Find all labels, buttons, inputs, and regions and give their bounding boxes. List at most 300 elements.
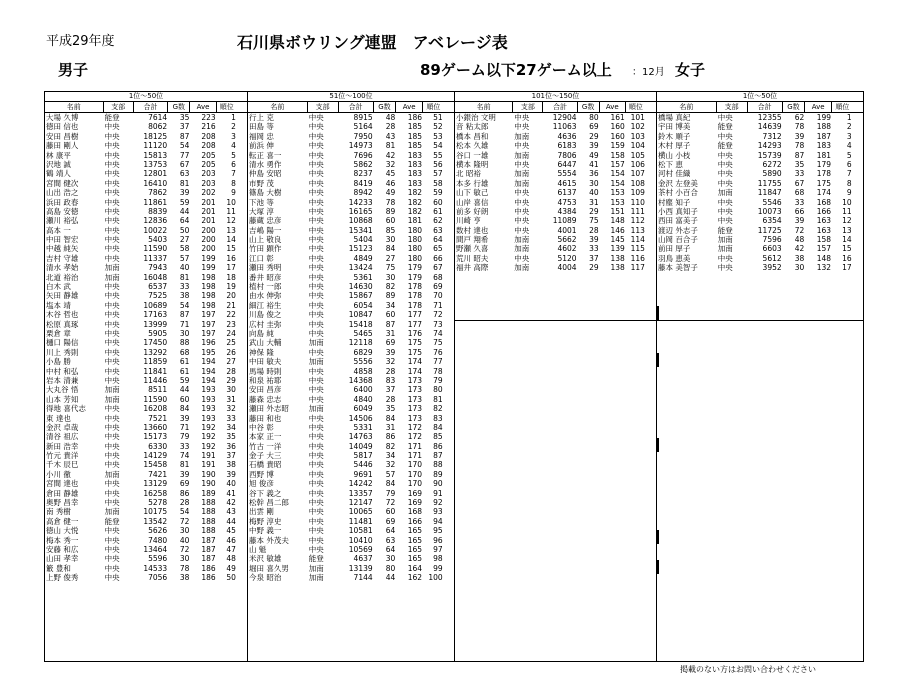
player-name: 藤蔵 忠彦	[249, 216, 282, 226]
player-name: 樋口 陽信	[46, 338, 79, 348]
average: 182	[407, 188, 423, 198]
total: 6054	[353, 300, 373, 310]
player-name: 広村 圭弥	[249, 319, 282, 329]
average: 187	[201, 544, 216, 554]
table-row	[45, 564, 247, 573]
player-name: 馬場 時則	[249, 366, 282, 376]
rank: 14	[842, 235, 852, 245]
margin-mark	[657, 560, 659, 574]
total: 14049	[348, 441, 373, 451]
table-row	[455, 122, 656, 131]
table-row	[45, 179, 247, 188]
column-header-average: Ave	[805, 102, 832, 112]
average: 198	[201, 282, 216, 292]
table-row	[248, 479, 454, 488]
games: 39	[589, 235, 599, 245]
branch: 中央	[308, 113, 324, 122]
table-row	[455, 235, 656, 244]
table-row	[45, 188, 247, 197]
player-name: 松原 真琢	[46, 319, 79, 329]
branch: 中央	[308, 498, 324, 508]
games: 81	[179, 178, 190, 188]
table-row	[248, 216, 454, 225]
games: 43	[385, 131, 396, 141]
total: 8839	[148, 206, 168, 216]
branch: 中央	[104, 178, 120, 188]
table-row	[455, 226, 656, 235]
rank: 98	[433, 554, 443, 564]
total: 10847	[348, 310, 373, 320]
column-header-total: 合計	[748, 102, 783, 112]
table-row	[45, 367, 247, 376]
rank: 13	[226, 225, 236, 235]
rank: 116	[630, 253, 645, 263]
average: 192	[201, 432, 216, 442]
average: 178	[816, 169, 832, 179]
player-name: 向島 純	[249, 328, 274, 338]
total: 14242	[348, 479, 373, 489]
total: 13424	[348, 263, 373, 273]
rank: 101	[630, 113, 645, 122]
table-row	[248, 348, 454, 357]
branch: 中央	[308, 188, 324, 198]
column-header-row	[248, 102, 454, 113]
games: 72	[385, 498, 396, 508]
games: 72	[179, 544, 190, 554]
games: 82	[385, 441, 396, 451]
player-name: 羽鳥 恵美	[658, 253, 691, 263]
column-header-games: G数	[374, 102, 397, 112]
table-row	[248, 573, 454, 582]
total: 6354	[762, 216, 782, 226]
games: 27	[179, 235, 190, 245]
games: 67	[794, 178, 805, 188]
games: 37	[179, 122, 190, 132]
average: 203	[201, 169, 216, 179]
total: 5612	[762, 253, 782, 263]
branch: 中央	[308, 366, 324, 376]
total: 11063	[552, 122, 577, 132]
branch: 能登	[717, 122, 733, 132]
total: 7525	[148, 291, 168, 301]
games: 33	[794, 197, 805, 207]
games: 78	[794, 122, 805, 132]
games: 38	[179, 291, 190, 301]
table-row	[455, 141, 656, 150]
branch: 中央	[308, 479, 324, 489]
games: 39	[179, 413, 190, 423]
rank: 64	[433, 235, 443, 245]
table-row	[657, 263, 863, 272]
average: 168	[407, 507, 423, 517]
column-header-branch: 支部	[717, 102, 748, 112]
average: 171	[407, 451, 423, 461]
rank: 103	[630, 131, 645, 141]
total: 5626	[148, 526, 168, 536]
average: 189	[201, 488, 216, 498]
total: 4840	[353, 394, 373, 404]
games: 59	[179, 375, 190, 385]
average: 194	[201, 357, 216, 367]
table-row	[248, 536, 454, 545]
games: 33	[179, 282, 190, 292]
rank: 11	[226, 206, 236, 216]
branch: 加南	[308, 404, 324, 414]
player-name: 神保 隆	[249, 347, 274, 357]
rank: 58	[433, 178, 443, 188]
rank: 59	[433, 188, 443, 198]
games: 37	[385, 385, 396, 395]
average: 158	[816, 235, 832, 245]
player-name: 上野 俊秀	[46, 573, 79, 583]
games: 31	[385, 328, 396, 338]
average: 178	[407, 300, 423, 310]
total: 5817	[353, 451, 373, 461]
average: 197	[201, 310, 216, 320]
average: 191	[201, 460, 216, 470]
player-name: 山岸 喜信	[456, 197, 489, 207]
average: 192	[201, 441, 216, 451]
total: 5546	[762, 197, 782, 207]
rank: 22	[226, 310, 236, 320]
games: 87	[179, 310, 190, 320]
rank: 80	[433, 385, 443, 395]
total: 5556	[353, 357, 373, 367]
table-row	[45, 517, 247, 526]
player-name: 高倉 健一	[46, 516, 79, 526]
games: 30	[179, 526, 190, 536]
player-name: 堀田 喜久男	[249, 563, 289, 573]
total: 13753	[143, 159, 168, 169]
average: 190	[201, 469, 216, 479]
branch: 中央	[308, 432, 324, 442]
games: 60	[385, 507, 396, 517]
average: 199	[816, 113, 832, 122]
games: 48	[794, 235, 805, 245]
games: 28	[179, 498, 190, 508]
column-header-player-name: 名前	[455, 102, 513, 112]
table-row	[657, 216, 863, 225]
branch: 能登	[717, 225, 733, 235]
branch: 中央	[308, 235, 324, 245]
games: 86	[385, 432, 396, 442]
average: 164	[407, 563, 423, 573]
table-row	[248, 282, 454, 291]
rank: 24	[226, 328, 236, 338]
average: 199	[201, 253, 216, 263]
games: 32	[385, 460, 396, 470]
games: 83	[385, 375, 396, 385]
games: 63	[179, 169, 190, 179]
table-row	[45, 263, 247, 272]
rank: 87	[433, 451, 443, 461]
player-name: 矢田 静雄	[46, 291, 79, 301]
average: 193	[201, 385, 216, 395]
table-row	[248, 564, 454, 573]
table-row	[657, 226, 863, 235]
total: 16410	[143, 178, 168, 188]
average: 160	[610, 122, 625, 132]
column-header-rank: 順位	[628, 103, 643, 111]
branch: 中央	[104, 526, 120, 536]
player-name: 安田 昌彦	[249, 385, 282, 395]
branch: 中央	[104, 244, 120, 254]
total: 13542	[143, 516, 168, 526]
branch: 中央	[308, 159, 324, 169]
rank: 8	[231, 178, 236, 188]
branch: 中央	[308, 291, 324, 301]
average: 200	[201, 244, 216, 254]
player-name: 白木 武	[46, 282, 71, 292]
rank: 28	[226, 366, 236, 376]
player-name: 中田 智宏	[46, 235, 79, 245]
total: 10689	[143, 300, 168, 310]
games: 44	[385, 573, 396, 583]
rank: 33	[226, 413, 236, 423]
games: 42	[385, 150, 396, 160]
branch: 中央	[717, 113, 733, 122]
rank: 54	[433, 141, 443, 151]
player-name: 竹古 一洋	[249, 441, 282, 451]
branch: 中央	[717, 159, 733, 169]
table-row	[45, 310, 247, 319]
table-row	[248, 160, 454, 169]
average: 180	[407, 253, 423, 263]
rank: 112	[630, 216, 645, 226]
average: 173	[407, 385, 423, 395]
branch: 中央	[308, 253, 324, 263]
table-row	[657, 141, 863, 150]
average: 159	[610, 141, 625, 151]
average: 188	[816, 122, 832, 132]
player-name: 千木 辰巳	[46, 460, 79, 470]
rank: 20	[226, 291, 236, 301]
total: 10022	[143, 225, 168, 235]
average: 208	[201, 131, 216, 141]
branch: 中央	[717, 216, 733, 226]
branch: 中央	[514, 216, 530, 226]
rank: 30	[226, 385, 236, 395]
average: 178	[407, 282, 423, 292]
player-name: 西田 富美子	[658, 216, 698, 226]
average: 179	[407, 263, 423, 273]
rank: 15	[842, 244, 852, 254]
rank: 12	[226, 216, 236, 226]
table-row	[455, 198, 656, 207]
games: 39	[385, 347, 396, 357]
games: 74	[179, 451, 190, 461]
branch: 中央	[104, 150, 120, 160]
games: 82	[385, 282, 396, 292]
player-name: 竹田 顕作	[249, 244, 282, 254]
table-row	[657, 160, 863, 169]
average: 172	[407, 432, 423, 442]
rank: 93	[433, 507, 443, 517]
total: 15813	[143, 150, 168, 160]
player-name: 北道 裕治	[46, 272, 79, 282]
rank: 95	[433, 526, 443, 536]
average: 183	[407, 169, 423, 179]
table-row	[657, 151, 863, 160]
total: 14763	[348, 432, 373, 442]
total: 14639	[757, 122, 782, 132]
total: 3952	[762, 263, 782, 273]
branch: 中央	[717, 178, 733, 188]
branch: 中央	[308, 141, 324, 151]
table-row	[657, 113, 863, 122]
total: 12118	[348, 338, 373, 348]
table-row	[45, 132, 247, 141]
rank: 34	[226, 422, 236, 432]
branch: 中央	[717, 197, 733, 207]
total: 6183	[557, 141, 577, 151]
games: 32	[385, 159, 396, 169]
player-name: 瀬田 秀明	[249, 263, 282, 273]
rank: 51	[433, 113, 443, 122]
total: 10868	[348, 216, 373, 226]
total: 16048	[143, 272, 168, 282]
games: 67	[179, 159, 190, 169]
games: 33	[589, 244, 599, 254]
table-row	[45, 432, 247, 441]
rank: 50	[226, 573, 236, 583]
table-row	[45, 282, 247, 291]
player-name: 塩本 靖	[46, 300, 71, 310]
table-row	[45, 526, 247, 535]
table-row	[248, 451, 454, 460]
games: 63	[385, 535, 396, 545]
average: 153	[610, 197, 625, 207]
total: 5404	[353, 235, 373, 245]
games: 64	[385, 544, 396, 554]
table-row	[45, 385, 247, 394]
player-name: 出雲 剛	[249, 507, 274, 517]
average: 205	[201, 159, 216, 169]
games: 28	[589, 225, 599, 235]
average: 132	[816, 263, 832, 273]
table-row	[45, 141, 247, 150]
player-name: 福井 高際	[456, 263, 489, 273]
player-name: 山下 敏己	[456, 188, 489, 198]
total: 7144	[353, 573, 373, 583]
total: 12355	[757, 113, 782, 122]
branch: 加南	[308, 357, 324, 367]
average: 173	[407, 375, 423, 385]
games: 49	[589, 150, 599, 160]
branch: 中央	[308, 169, 324, 179]
total: 7943	[148, 263, 168, 273]
column-header-branch: 支部	[308, 102, 339, 112]
branch: 加南	[104, 385, 120, 395]
player-name: 前浜 伸	[249, 141, 274, 151]
games: 81	[179, 272, 190, 282]
total: 14368	[348, 375, 373, 385]
column-header-player-name: 名前	[45, 102, 104, 112]
average: 185	[407, 141, 423, 151]
branch: 加南	[104, 263, 120, 273]
average: 185	[407, 122, 423, 132]
average: 195	[201, 347, 216, 357]
table-row	[45, 573, 247, 582]
average: 154	[610, 169, 625, 179]
table-row	[248, 498, 454, 507]
rank: 106	[630, 159, 645, 169]
table-row	[248, 545, 454, 554]
column-header-games: G数	[578, 102, 600, 112]
player-name: 大丸谷 悟	[46, 385, 79, 395]
player-name: 浜田 政春	[46, 197, 79, 207]
rank: 9	[231, 188, 236, 198]
branch: 加南	[104, 394, 120, 404]
table-row	[45, 404, 247, 413]
page-title: 石川県ボウリング連盟 アベレージ表	[237, 33, 508, 52]
table-row	[45, 207, 247, 216]
table-row	[455, 207, 656, 216]
total: 6137	[557, 188, 577, 198]
rank: 76	[433, 347, 443, 357]
games: 39	[179, 188, 190, 198]
table-row	[45, 395, 247, 404]
branch: 中央	[308, 150, 324, 160]
player-name: 吉嶋 陽一	[249, 225, 282, 235]
total: 5890	[762, 169, 782, 179]
branch: 中央	[104, 319, 120, 329]
table-row	[248, 329, 454, 338]
average: 176	[407, 328, 423, 338]
rank: 45	[226, 526, 236, 536]
total: 6447	[557, 159, 577, 169]
games: 44	[179, 206, 190, 216]
games: 66	[794, 206, 805, 216]
column-header-row	[455, 102, 656, 113]
table-row	[657, 235, 863, 244]
player-name: 梅野 淳史	[249, 516, 282, 526]
table-row	[248, 310, 454, 319]
branch: 中央	[104, 498, 120, 508]
player-name: 米沢 敏雄	[249, 554, 282, 564]
table-row	[248, 169, 454, 178]
total: 15458	[143, 460, 168, 470]
table-row	[45, 338, 247, 347]
branch: 中央	[308, 413, 324, 423]
player-name: 新田 浩幸	[46, 441, 79, 451]
branch: 中央	[514, 122, 530, 132]
table-row	[45, 244, 247, 253]
player-name: 小銀治 文明	[456, 113, 496, 122]
player-name: 野瀬 久喜	[456, 244, 489, 254]
games: 61	[179, 366, 190, 376]
games: 29	[589, 206, 599, 216]
average: 205	[201, 150, 216, 160]
average: 175	[407, 347, 423, 357]
rank: 4	[231, 141, 236, 151]
games: 49	[385, 188, 396, 198]
average: 208	[201, 141, 216, 151]
average: 138	[610, 263, 625, 273]
column-header-games: G数	[783, 102, 806, 112]
table-row	[248, 301, 454, 310]
games: 58	[179, 244, 190, 254]
player-name: 宇田 博美	[658, 122, 691, 132]
games: 30	[385, 554, 396, 564]
rank: 19	[226, 282, 236, 292]
player-name: 田島 等	[249, 122, 274, 132]
total: 12836	[143, 216, 168, 226]
total: 4858	[353, 366, 373, 376]
games: 33	[794, 169, 805, 179]
branch: 中央	[514, 225, 530, 235]
player-name: 大場 久博	[46, 113, 79, 122]
